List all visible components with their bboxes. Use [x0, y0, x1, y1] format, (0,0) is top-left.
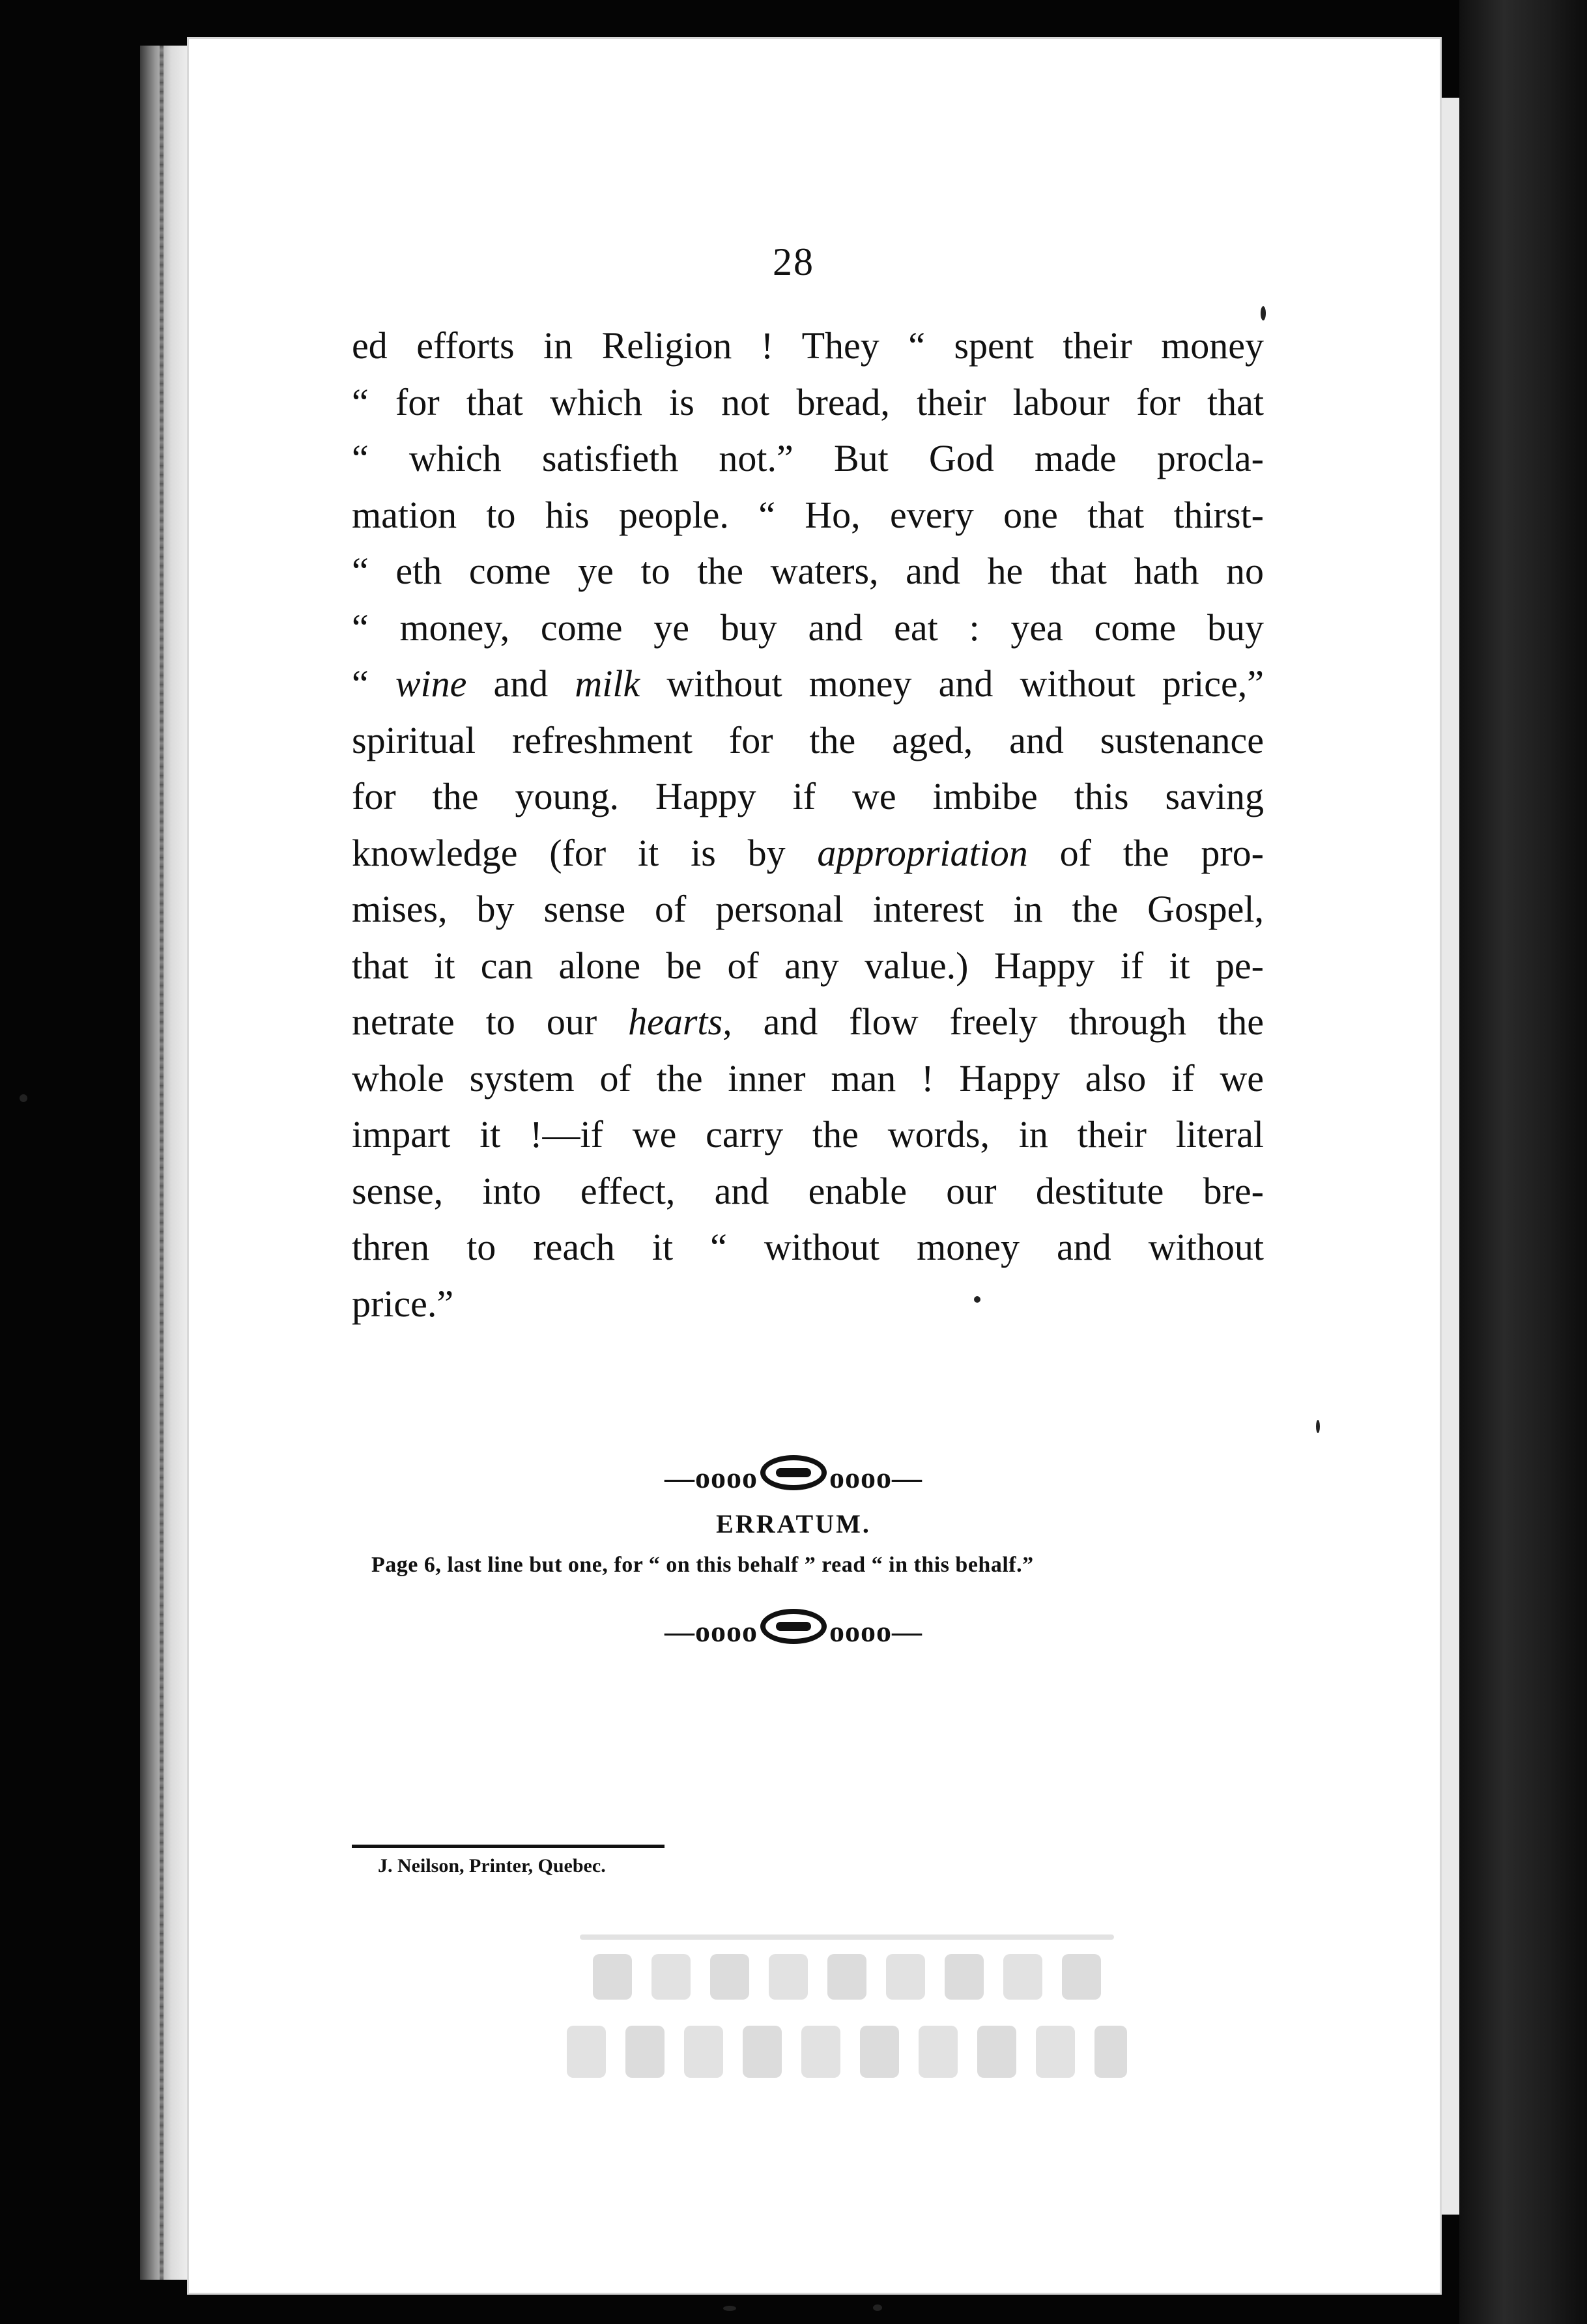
- text-line: ed efforts in Religion ! They “ spent their money: [352, 324, 1264, 367]
- ornament-oval-icon: [760, 1609, 827, 1644]
- text-line: “ for that which is not bread, their labour for that: [352, 380, 1264, 423]
- ornament-divider: —oooo oooo—: [0, 1609, 1587, 1649]
- text-line: “ which satisfieth not.” But God made procla-: [352, 437, 1264, 479]
- italic-word: wine: [395, 662, 467, 705]
- text-line: thren to reach it “ without money and without: [352, 1226, 1264, 1268]
- text-line: mises, by sense of personal interest in the Gospel,: [352, 888, 1264, 930]
- imprint-rule: [352, 1845, 665, 1848]
- ornament-oval-icon: [760, 1455, 827, 1490]
- text-line: “ wine and milk without money and without price,”: [352, 662, 1264, 705]
- italic-word: hearts,: [628, 1000, 732, 1043]
- text-line: mation to his people. “ Ho, every one that thirst-: [352, 493, 1264, 536]
- text-line: impart it !—if we carry the words, in their literal: [352, 1113, 1264, 1155]
- text-line: netrate to our hearts, and flow freely through the: [352, 1000, 1265, 1043]
- italic-word: milk: [575, 662, 640, 705]
- scan-backboard: [1459, 0, 1587, 2324]
- printer-imprint: J. Neilson, Printer, Quebec.: [378, 1855, 606, 1877]
- italic-word: appropriation: [817, 831, 1028, 874]
- text-line: price.”: [352, 1282, 454, 1325]
- text-line: for the young. Happy if we imbibe this saving: [352, 775, 1264, 817]
- text-line: knowledge (for it is by appropriation of the pro-: [352, 831, 1264, 874]
- erratum-heading: ERRATUM.: [716, 1509, 871, 1538]
- text-line: whole system of the inner man ! Happy also if we: [352, 1056, 1264, 1099]
- text-line: “ money, come ye buy and eat : yea come buy: [352, 606, 1264, 649]
- erratum-text: Page 6, last line but one, for “ on this behalf ” read “ in this behalf.”: [371, 1553, 1034, 1577]
- text-line: that it can alone be of any value.) Happy if it pe-: [352, 944, 1264, 987]
- body-text: [352, 318, 1264, 1332]
- faded-library-stamp: [554, 1908, 1140, 2104]
- page-number: 28: [773, 240, 814, 283]
- binding-edge: [140, 46, 192, 2280]
- ornament-divider: —oooo oooo—: [0, 1455, 1587, 1495]
- text-line: spiritual refreshment for the aged, and sustenance: [352, 718, 1264, 761]
- text-line: sense, into effect, and enable our destitute bre-: [352, 1169, 1264, 1212]
- text-line: “ eth come ye to the waters, and he that hath no: [352, 550, 1264, 592]
